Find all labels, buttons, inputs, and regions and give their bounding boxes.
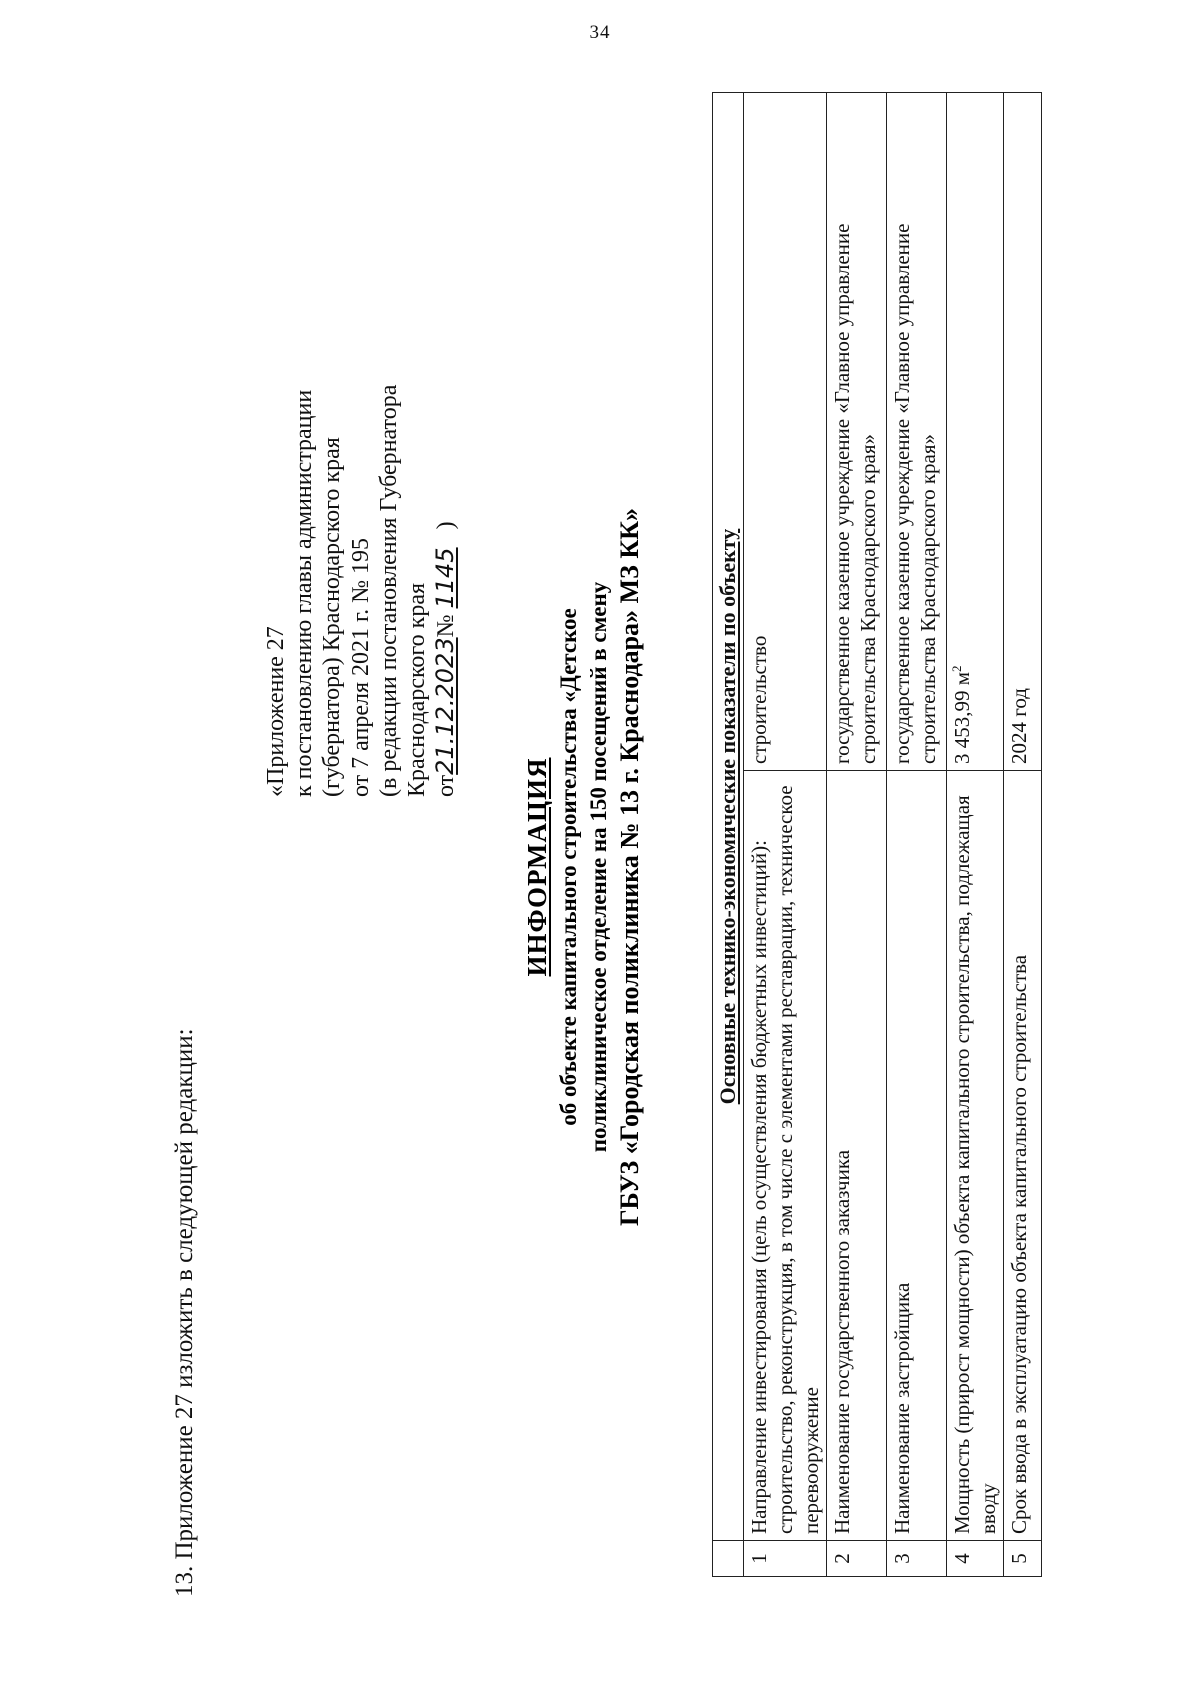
title-line-1: об объекте капитального строительства «Детское bbox=[556, 608, 581, 1126]
annex-line: «Приложение 27 bbox=[263, 626, 289, 797]
annex-line: Краснодарского края bbox=[404, 582, 431, 797]
annex-line: от 7 апреля 2021 г. № 195 bbox=[347, 537, 374, 797]
row-number: 5 bbox=[1004, 1541, 1042, 1577]
annex-date-line bbox=[431, 157, 460, 797]
table-row bbox=[887, 93, 947, 1577]
row-label: Мощность (прирост мощности) объекта капитального строительства, подлежащая вводу bbox=[947, 771, 1004, 1541]
row-label: Наименование застройщика bbox=[887, 771, 947, 1541]
title-line-2: поликлиническое отделение на 150 посещений в смену bbox=[586, 581, 611, 1153]
row-value: строительство bbox=[744, 93, 827, 771]
closing-paren: ) bbox=[433, 521, 460, 530]
row-value: государственное казенное учреждение «Главное управление строительства Краснодарского края» bbox=[827, 93, 887, 771]
page-number: 34 bbox=[589, 22, 611, 43]
annex-line: к постановлению главы администрации bbox=[291, 389, 318, 797]
title-main: ИНФОРМАЦИЯ bbox=[522, 757, 552, 977]
row-number: 4 bbox=[947, 1541, 1004, 1577]
row-number: 3 bbox=[887, 1541, 947, 1577]
table-header-row bbox=[713, 93, 744, 1577]
row-value bbox=[947, 93, 1004, 771]
intro-paragraph: 13. Приложение 27 изложить в следующей редакции: bbox=[171, 1028, 198, 1597]
table-row bbox=[744, 93, 827, 1577]
annex-line: (губернатора) Краснодарского края bbox=[319, 437, 346, 797]
row-value: государственное казенное учреждение «Главное управление строительства Краснодарского края» bbox=[887, 93, 947, 771]
handwritten-date: 21.12.2023 bbox=[431, 637, 460, 775]
handwritten-number: 1145 bbox=[431, 547, 460, 609]
row-label: Наименование государственного заказчика bbox=[827, 771, 887, 1541]
annex-line: (в редакции постановления Губернатора bbox=[375, 384, 402, 797]
title-line-3: ГБУЗ «Городская поликлиника № 13 г. Краснодара» МЗ КК» bbox=[615, 507, 644, 1227]
row-label: Срок ввода в эксплуатацию объекта капитального строительства bbox=[1004, 771, 1042, 1541]
row-number: 1 bbox=[744, 1541, 827, 1577]
table-row bbox=[827, 93, 887, 1577]
row-label: Направление инвестирования (цель осуществления бюджетных инвестиций): строительство, реконструкция, в том числе с элементами реставрации, техническое перевооружение bbox=[744, 771, 827, 1541]
row-value: 2024 год bbox=[1004, 93, 1042, 771]
row-number: 2 bbox=[827, 1541, 887, 1577]
capacity-unit-exponent: 2 bbox=[949, 665, 964, 672]
table-row bbox=[1004, 93, 1042, 1577]
document-title bbox=[520, 417, 646, 1317]
table-header-spacer bbox=[713, 1541, 744, 1577]
capacity-value: 3 453,99 м bbox=[950, 671, 974, 764]
annex-header bbox=[262, 157, 460, 797]
table-header: Основные технико-экономические показатели по объекту bbox=[713, 93, 744, 1541]
table-row bbox=[947, 93, 1004, 1577]
indicators-table bbox=[712, 92, 1042, 1577]
from-prefix: от bbox=[433, 774, 460, 797]
number-prefix: № bbox=[433, 614, 460, 638]
